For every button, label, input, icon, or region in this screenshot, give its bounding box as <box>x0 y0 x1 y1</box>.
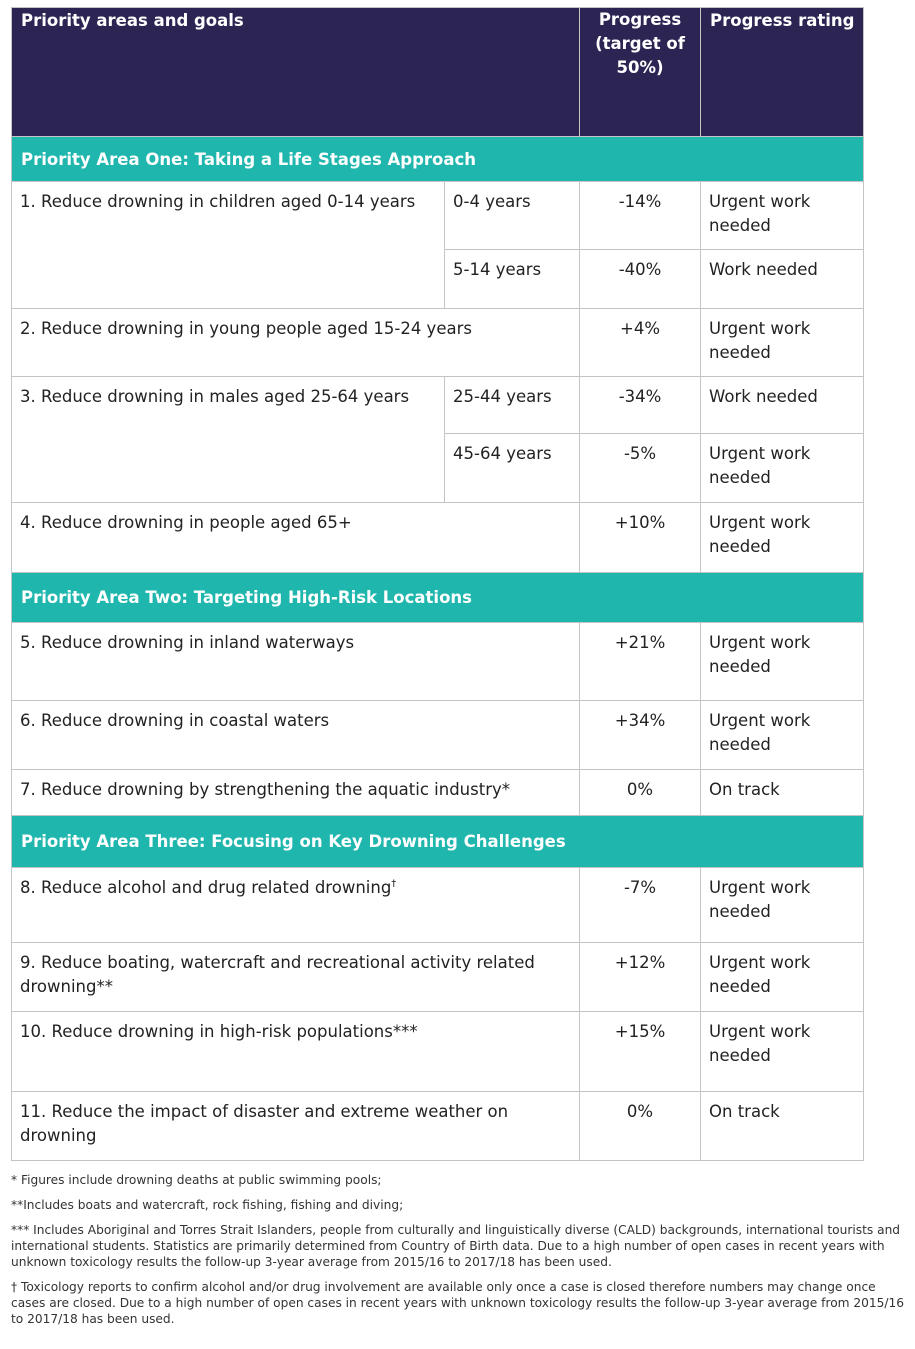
footnote: † Toxicology reports to confirm alcohol and/or drug involvement are available only once a case is closed therefore numbers may change once cases are closed. Due to a high number of open cases in recent years with unknown toxicology results the follow-up 3-year average from 2015/16 to 2017/18 has been used. <box>11 1280 905 1326</box>
progress-rating: Urgent work needed <box>701 309 864 377</box>
table-row <box>12 623 864 701</box>
goal-label: 6. Reduce drowning in coastal waters <box>12 701 580 770</box>
goal-label: 9. Reduce boating, watercraft and recreational activity related drowning** <box>12 943 580 1012</box>
progress-value: +12% <box>580 943 701 1012</box>
progress-value: -34% <box>580 377 701 434</box>
dagger-footnote-mark: † <box>391 878 397 890</box>
goal-label: 10. Reduce drowning in high-risk populations*** <box>12 1012 580 1092</box>
progress-rating: Urgent work needed <box>701 182 864 250</box>
progress-rating: Work needed <box>701 250 864 309</box>
sub-group-label: 25-44 years <box>445 377 580 434</box>
priority-area-title: Priority Area Two: Targeting High-Risk Locations <box>12 573 864 623</box>
table-row <box>12 868 864 943</box>
progress-value: 0% <box>580 1092 701 1161</box>
progress-value: -40% <box>580 250 701 309</box>
table-row <box>12 309 864 377</box>
goal-label: 11. Reduce the impact of disaster and extreme weather on drowning <box>12 1092 580 1161</box>
progress-value: -14% <box>580 182 701 250</box>
progress-rating: On track <box>701 1092 864 1161</box>
goal-label: 7. Reduce drowning by strengthening the aquatic industry* <box>12 770 580 816</box>
progress-rating: Work needed <box>701 377 864 434</box>
table-row <box>12 770 864 816</box>
goal-label: 4. Reduce drowning in people aged 65+ <box>12 503 580 573</box>
footnotes <box>11 1172 907 1336</box>
table-row <box>12 1012 864 1092</box>
progress-value: -5% <box>580 434 701 503</box>
goal-label: 3. Reduce drowning in males aged 25-64 years <box>12 377 445 503</box>
table-row <box>12 701 864 770</box>
sub-group-label: 5-14 years <box>445 250 580 309</box>
progress-rating: Urgent work needed <box>701 503 864 573</box>
header-progress: Progress (target of 50%) <box>580 8 701 137</box>
progress-value: 0% <box>580 770 701 816</box>
goal-label: 1. Reduce drowning in children aged 0-14 years <box>12 182 445 309</box>
progress-rating: Urgent work needed <box>701 701 864 770</box>
footnote: *** Includes Aboriginal and Torres Strait Islanders, people from culturally and linguistically diverse (CALD) backgrounds, international tourists and international students. Statistics are primarily determined from Country of Birth data. Due to a high number of open cases in recent years with unknown toxicology results the follow-up 3-year average from 2015/16 to 2017/18 has been used. <box>11 1223 901 1269</box>
progress-value: +10% <box>580 503 701 573</box>
progress-value: +34% <box>580 701 701 770</box>
table-header-row <box>12 8 864 137</box>
progress-rating: On track <box>701 770 864 816</box>
goal-label: 2. Reduce drowning in young people aged 15-24 years <box>12 309 580 377</box>
progress-rating: Urgent work needed <box>701 868 864 943</box>
priority-area-title: Priority Area Three: Focusing on Key Drowning Challenges <box>12 816 864 868</box>
header-progress-rating: Progress rating <box>701 8 864 137</box>
progress-rating: Urgent work needed <box>701 1012 864 1092</box>
footnote: * Figures include drowning deaths at public swimming pools; <box>11 1173 382 1187</box>
priority-area-row <box>12 573 864 623</box>
goal-cell <box>12 868 580 943</box>
progress-rating: Urgent work needed <box>701 623 864 701</box>
goal-label: 5. Reduce drowning in inland waterways <box>12 623 580 701</box>
table-row <box>12 377 864 434</box>
priority-area-row <box>12 816 864 868</box>
sub-group-label: 45-64 years <box>445 434 580 503</box>
header-priority-areas: Priority areas and goals <box>12 8 580 137</box>
progress-rating: Urgent work needed <box>701 943 864 1012</box>
goal-label: 8. Reduce alcohol and drug related drowning <box>20 878 392 897</box>
progress-rating: Urgent work needed <box>701 434 864 503</box>
table-row <box>12 182 864 250</box>
progress-value: -7% <box>580 868 701 943</box>
table-row <box>12 943 864 1012</box>
sub-group-label: 0-4 years <box>445 182 580 250</box>
table-row <box>12 1092 864 1161</box>
progress-table <box>11 7 864 1161</box>
table-row <box>12 503 864 573</box>
progress-value: +4% <box>580 309 701 377</box>
priority-area-row <box>12 137 864 182</box>
footnote: **Includes boats and watercraft, rock fishing, fishing and diving; <box>11 1198 404 1212</box>
progress-value: +15% <box>580 1012 701 1092</box>
progress-value: +21% <box>580 623 701 701</box>
priority-area-title: Priority Area One: Taking a Life Stages Approach <box>12 137 864 182</box>
